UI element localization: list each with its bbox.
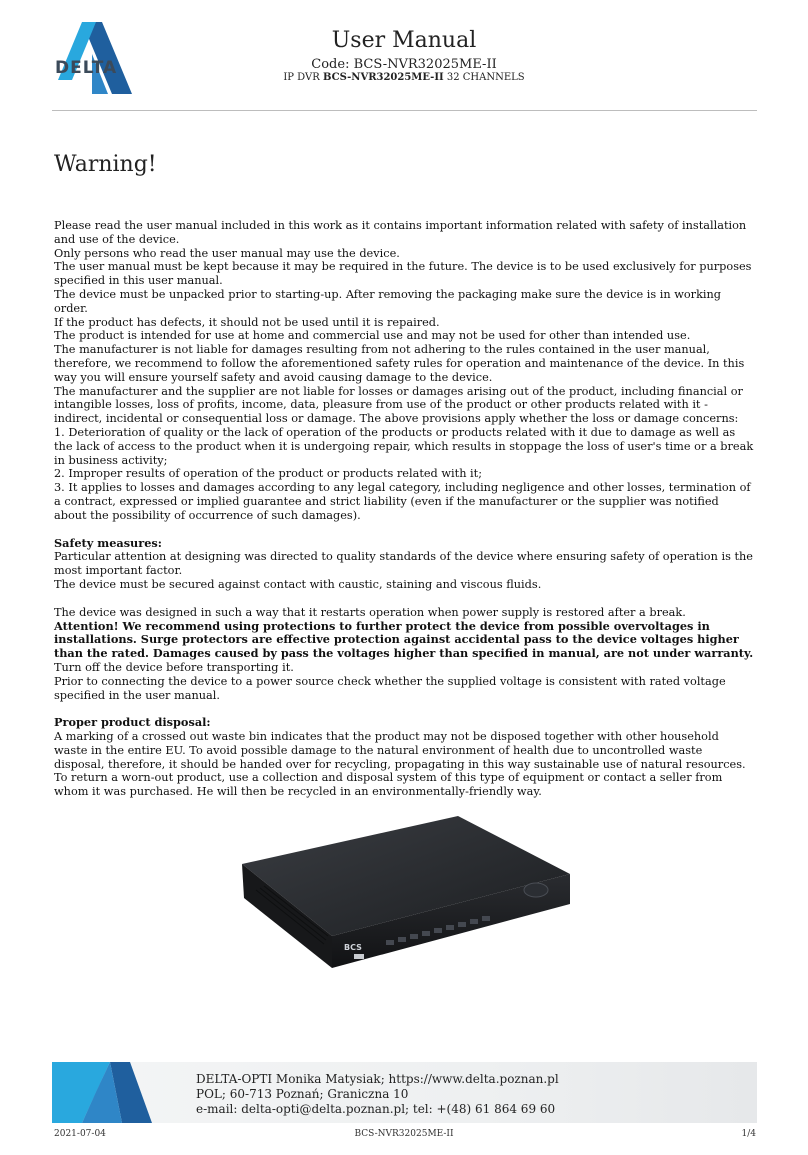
- manual-title: User Manual: [331, 28, 477, 53]
- paragraph: Please read the user manual included in this work as it contains important information related with safety of installation and use of the device.: [54, 219, 747, 246]
- paragraph: A marking of a crossed out waste bin indicates that the product may not be disposed together with other household waste in the entire EU. To avoid possible damage to the natural environment of health due to uncontrolled waste disposal, therefore, it should be handed over for recycling, propagating in this way sustainable use of natural resources.: [54, 730, 746, 771]
- footer-model-code: BCS-NVR32025ME-II: [354, 1129, 454, 1139]
- manual-subtitle: IP DVR BCS-NVR32025ME-II 32 CHANNELS: [283, 72, 525, 83]
- footer-company: DELTA-OPTI Monika Matysiak; https://www.delta.poznan.pl: [196, 1072, 559, 1086]
- footer-address: POL; 60-713 Poznań; Graniczna 10: [196, 1087, 409, 1101]
- disposal-heading: Proper product disposal:: [54, 715, 211, 730]
- footer-logo-graphic: [52, 1062, 152, 1123]
- paragraph: Particular attention at designing was directed to quality standards of the device where ensuring safety of operation is the most important factor.: [54, 550, 753, 578]
- nvr-product-image: [236, 812, 576, 980]
- warning-heading: Warning!: [54, 152, 157, 177]
- page-number: 1/4: [741, 1129, 756, 1139]
- paragraph: The device was designed in such a way that it restarts operation when power supply is restored after a break.: [54, 605, 686, 619]
- delta-logo: [52, 14, 134, 96]
- paragraph: To return a worn-out product, use a collection and disposal system of this type of equipment or contact a seller from whom it was purchased. He will then be recycled in an environmentally-friendly way.: [54, 771, 723, 799]
- attention-text: Attention! We recommend using protections to further protect the device from possible overvoltages in installations. Surge protectors are effective protection against accidental pass to the device voltages higher than the rated. Damages caused by pass the voltages higher than specified in manual, are not under warranty.: [54, 618, 754, 661]
- paragraph: Only persons who read the user manual may use the device.: [54, 246, 400, 260]
- paragraph: If the product has defects, it should not be used until it is repaired.: [54, 315, 440, 329]
- header-divider: [52, 110, 757, 111]
- paragraph: The product is intended for use at home and commercial use and may not be used for other than intended use.: [54, 329, 691, 343]
- paragraph: The device must be secured against contact with caustic, staining and viscous fluids.: [54, 577, 542, 591]
- paragraph: The manufacturer is not liable for damages resulting from not adhering to the rules contained in the user manual, therefore, we recommend to follow the aforementioned safety rules for operation and maintenance of the device. In this way you will ensure yourself safety and avoid causing damage to the device.: [54, 343, 745, 384]
- manual-code: Code: BCS-NVR32025ME-II: [311, 57, 497, 72]
- safety-heading: Safety measures:: [54, 535, 162, 550]
- product-brand-text: BCS: [344, 943, 362, 952]
- list-item: 2. Improper results of operation of the product or products related with it;: [54, 467, 483, 481]
- footer-contact: e-mail: delta-opti@delta.poznan.pl; tel: +(48) 61 864 69 60: [196, 1102, 556, 1116]
- usb-port: [354, 954, 364, 959]
- list-item: 1. Deterioration of quality or the lack of operation of the products or products related with it due to damage as well as the lack of access to the product when it is undergoing repair, which results in stoppage the loss of user's time or a break in business activity;: [54, 425, 754, 467]
- paragraph: The manufacturer and the supplier are not liable for losses or damages arising out of the product, including financial or intangible losses, loss of profits, income, data, pleasure from use of the product or other products related with it - indirect, incidental or consequential loss or damage. The above provisions apply whether the loss or damage concerns:: [54, 384, 743, 426]
- logo-text: DELTA: [55, 58, 118, 78]
- list-item: 3. It applies to losses and damages according to any legal category, including negligence and other losses, termination of a contract, expressed or implied guarantee and strict liability (even if the manufacturer or the supplier was notified about the possibility of occurrence of such damages).: [54, 481, 751, 522]
- paragraph: The device must be unpacked prior to starting-up. After removing the packaging make sure the device is in working order.: [54, 287, 722, 315]
- paragraph: Turn off the device before transporting it.: [54, 660, 294, 674]
- paragraph: Prior to connecting the device to a power source check whether the supplied voltage is consistent with rated voltage specified in the user manual.: [54, 674, 726, 702]
- subtitle-model: BCS-NVR32025ME-II: [322, 72, 444, 83]
- paragraph: The user manual must be kept because it may be required in the future. The device is to be used exclusively for purposes specified in this user manual.: [54, 260, 752, 288]
- document-body: [54, 219, 754, 799]
- footer-date: 2021-07-04: [54, 1129, 106, 1139]
